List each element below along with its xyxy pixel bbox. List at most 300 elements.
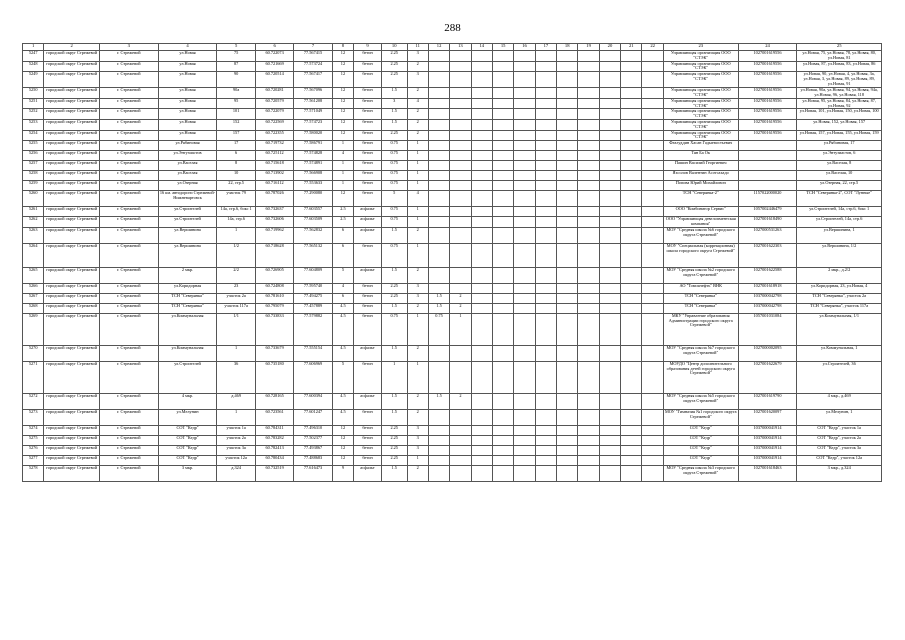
table-cell [557, 243, 578, 267]
table-cell: 12 [332, 98, 353, 109]
table-cell: 16 км. автодороги Стрежевой-Нижневартовск [158, 191, 217, 207]
table-cell [492, 465, 513, 481]
table-cell [535, 161, 556, 171]
table-cell: участок 12а [217, 455, 255, 465]
table-cell [578, 283, 599, 293]
table-cell [535, 303, 556, 313]
column-number-cell: 9 [354, 44, 382, 51]
table-cell: 2 [407, 465, 428, 481]
table-cell [514, 171, 535, 181]
table-row [23, 455, 882, 465]
table-cell: 60.721669 [255, 61, 293, 72]
table-cell: 5275 [23, 435, 44, 445]
table-cell: 1027001619556 [738, 109, 797, 120]
table-cell [492, 98, 513, 109]
table-cell: 77.580020 [294, 130, 332, 141]
table-cell: 2.25 [381, 445, 407, 455]
table-cell: 5252 [23, 109, 44, 120]
table-cell: МОУ "Средняя школа №7 городского округа Стрежевой" [663, 345, 738, 361]
table-row [23, 191, 882, 207]
table-cell: 5266 [23, 283, 44, 293]
table-cell: асфальт [354, 217, 382, 228]
table-cell [599, 465, 620, 481]
table-cell: 1027001619556 [738, 98, 797, 109]
table-cell: 2 [407, 267, 428, 283]
table-cell: д.324 [217, 465, 255, 481]
table-cell [471, 141, 492, 151]
column-number-cell: 7 [294, 44, 332, 51]
table-cell [642, 283, 663, 293]
table-row [23, 409, 882, 425]
table-cell: 5 [332, 267, 353, 283]
table-cell: асфальт [354, 465, 382, 481]
table-cell [471, 98, 492, 109]
table-cell [578, 51, 599, 62]
table-cell: бетон [354, 313, 382, 345]
table-cell [642, 465, 663, 481]
table-cell: бетон [354, 409, 382, 425]
table-cell [428, 119, 449, 130]
table-cell: ул.Коридорная [158, 283, 217, 293]
table-cell: 1027001622588 [738, 267, 797, 283]
table-cell [535, 207, 556, 217]
table-cell [514, 181, 535, 191]
table-cell [599, 72, 620, 88]
table-cell: СОТ "Кедр", участок 2а [797, 435, 882, 445]
table-cell [621, 151, 642, 161]
table-cell [621, 109, 642, 120]
table-cell: 1 [407, 217, 428, 228]
table-cell: 4.5 [332, 393, 353, 409]
table-cell [471, 130, 492, 141]
table-cell: бетон [354, 445, 382, 455]
table-cell [428, 161, 449, 171]
table-cell: 60.783282 [255, 435, 293, 445]
table-cell: ул.Новая, 87, ул.Новая, 83, ул.Новая, 86 [797, 61, 882, 72]
table-cell: 0.75 [381, 151, 407, 161]
table-cell: г. Стрежевой [99, 445, 158, 455]
table-cell: ул.Васелая [158, 171, 217, 181]
table-cell [514, 313, 535, 345]
table-cell [428, 88, 449, 99]
table-cell: 75 [217, 51, 255, 62]
table-cell: 1.5 [381, 393, 407, 409]
table-cell [642, 171, 663, 181]
column-number-cell: 21 [621, 44, 642, 51]
table-cell [578, 119, 599, 130]
table-cell [492, 72, 513, 88]
table-cell: 4 [407, 98, 428, 109]
table-cell: 1027001619556 [738, 61, 797, 72]
table-cell: 3 [407, 51, 428, 62]
table-cell [450, 227, 471, 243]
table-cell: 2 [407, 303, 428, 313]
table-cell [642, 393, 663, 409]
table-cell [492, 119, 513, 130]
table-cell: 1027001618490 [738, 217, 797, 228]
table-cell: городской округ Стрежевой [44, 345, 100, 361]
table-cell: 1157022000020 [738, 191, 797, 207]
table-cell [492, 283, 513, 293]
table-cell: СОТ "Кедр" [158, 445, 217, 455]
table-cell [599, 217, 620, 228]
table-cell: 0.75 [381, 207, 407, 217]
table-cell: бетон [354, 130, 382, 141]
table-cell [428, 435, 449, 445]
table-cell: 1.5 [381, 409, 407, 425]
table-cell: ул.Мелунин, 1 [797, 409, 882, 425]
table-cell [535, 72, 556, 88]
table-cell [578, 293, 599, 303]
table-cell [621, 345, 642, 361]
table-row [23, 243, 882, 267]
table-cell [578, 191, 599, 207]
table-cell: асфальт [354, 227, 382, 243]
table-cell [492, 130, 513, 141]
table-cell [642, 191, 663, 207]
table-cell [428, 445, 449, 455]
table-cell: 2 [407, 119, 428, 130]
table-cell: МОУ "Специальная (коррекционная) школа городского округа Стрежевой" [663, 243, 738, 267]
table-cell [471, 313, 492, 345]
table-cell: 2.25 [381, 61, 407, 72]
table-cell: 5251 [23, 98, 44, 109]
table-cell: 12 [332, 119, 353, 130]
table-cell: Управляющая организация ООО "СТЭК" [663, 98, 738, 109]
table-cell: городской округ Стрежевой [44, 435, 100, 445]
table-cell [450, 267, 471, 283]
table-cell: ул.Новая [158, 119, 217, 130]
table-cell: 5271 [23, 361, 44, 393]
table-cell: 5274 [23, 425, 44, 435]
table-cell [599, 313, 620, 345]
table-cell: 2 [450, 293, 471, 303]
table-cell: г. Стрежевой [99, 313, 158, 345]
table-cell: асфальт [354, 393, 382, 409]
table-cell: 1037000041914 [738, 455, 797, 465]
table-cell: 1 [407, 171, 428, 181]
table-row [23, 435, 882, 445]
table-cell: 4.5 [332, 303, 353, 313]
table-cell [642, 161, 663, 171]
table-cell [471, 267, 492, 283]
table-cell: 1.5 [381, 267, 407, 283]
table-cell [535, 465, 556, 481]
table-cell: 2.25 [381, 51, 407, 62]
table-cell: ул.Строителей [158, 361, 217, 393]
table-cell: 6 [332, 293, 353, 303]
table-cell: 2 [407, 227, 428, 243]
table-cell: 2.25 [381, 435, 407, 445]
table-cell: 5250 [23, 88, 44, 99]
table-cell: СОТ "Кедр", участок 12а [797, 455, 882, 465]
table-cell: городской округ Стрежевой [44, 445, 100, 455]
table-cell [557, 109, 578, 120]
table-cell [621, 161, 642, 171]
table-cell [621, 130, 642, 141]
table-cell [428, 181, 449, 191]
table-cell [621, 51, 642, 62]
table-cell: бетон [354, 141, 382, 151]
table-cell: 87 [217, 61, 255, 72]
table-cell [514, 72, 535, 88]
table-cell: ООО "Управляющая девелопментская компания" [663, 217, 738, 228]
table-cell [450, 283, 471, 293]
table-cell [471, 283, 492, 293]
table-cell: городской округ Стрежевой [44, 181, 100, 191]
table-cell: 1027001619790 [738, 393, 797, 409]
table-cell [599, 293, 620, 303]
table-cell: 60.735180 [255, 361, 293, 393]
table-cell: 60.733833 [255, 313, 293, 345]
table-cell [642, 72, 663, 88]
table-cell [642, 227, 663, 243]
table-cell: 12 [332, 72, 353, 88]
table-cell [450, 345, 471, 361]
table-cell: ул.Вершинина, 1 [797, 227, 882, 243]
table-cell [621, 293, 642, 303]
table-cell [557, 313, 578, 345]
table-cell [450, 191, 471, 207]
table-cell [578, 181, 599, 191]
table-cell [535, 217, 556, 228]
table-cell: 1 [407, 361, 428, 393]
column-number-cell: 2 [44, 44, 100, 51]
table-cell: 1 [450, 313, 471, 345]
table-cell: бетон [354, 303, 382, 313]
table-cell [599, 283, 620, 293]
table-cell [578, 303, 599, 313]
table-cell [514, 119, 535, 130]
table-cell: Управляющая организация ООО "СТЭК" [663, 119, 738, 130]
table-cell: г. Стрежевой [99, 72, 158, 88]
table-cell: 1/1 [217, 313, 255, 345]
table-cell: 5264 [23, 243, 44, 267]
table-cell: ул.Новая, 157, ул.Новая, 155, ул.Новая, 159 [797, 130, 882, 141]
table-cell: г. Стрежевой [99, 283, 158, 293]
table-cell [621, 267, 642, 283]
table-cell [450, 88, 471, 99]
table-cell [578, 61, 599, 72]
table-cell [535, 425, 556, 435]
table-cell [599, 88, 620, 99]
table-cell [492, 207, 513, 217]
table-cell: 0.75 [381, 161, 407, 171]
table-cell [450, 361, 471, 393]
table-cell [557, 119, 578, 130]
table-cell [492, 267, 513, 283]
table-cell: городской округ Стрежевой [44, 409, 100, 425]
table-row [23, 393, 882, 409]
table-cell: 60.724808 [255, 283, 293, 293]
table-cell: Управляющая организация ООО "СТЭК" [663, 88, 738, 99]
table-cell [738, 171, 797, 181]
table-cell: 1 [407, 455, 428, 465]
table-cell [450, 98, 471, 109]
table-cell: 0.75 [381, 243, 407, 267]
table-cell: 5265 [23, 267, 44, 283]
table-cell: 5249 [23, 72, 44, 88]
table-cell: СОТ "Кедр" [663, 425, 738, 435]
table-cell [471, 303, 492, 313]
table-cell [471, 227, 492, 243]
table-cell: 12 [332, 425, 353, 435]
table-cell [599, 303, 620, 313]
table-cell: ул.Новая [158, 88, 217, 99]
table-cell [578, 445, 599, 455]
table-cell [471, 119, 492, 130]
table-cell [535, 267, 556, 283]
table-cell [471, 88, 492, 99]
table-cell: городской округ Стрежевой [44, 465, 100, 481]
column-number-cell: 13 [450, 44, 471, 51]
table-cell [557, 88, 578, 99]
table-cell [471, 72, 492, 88]
table-cell: участок 117а [217, 303, 255, 313]
table-cell: 0.75 [428, 313, 449, 345]
table-cell: ТСН "Северянка-2" [663, 191, 738, 207]
table-cell [599, 141, 620, 151]
table-cell: ТСН "Северянка" [158, 303, 217, 313]
table-cell: 152 [217, 119, 255, 130]
table-cell [557, 171, 578, 181]
table-cell: СОТ "Кедр" [158, 455, 217, 465]
table-cell: 60.732606 [255, 217, 293, 228]
column-number-cell: 16 [514, 44, 535, 51]
table-cell: ул.Вершинина, 1/2 [797, 243, 882, 267]
table-cell: ул.Новая [158, 130, 217, 141]
table-cell: г. Стрежевой [99, 61, 158, 72]
table-cell: 77.616473 [294, 465, 332, 481]
table-cell: г. Стрежевой [99, 191, 158, 207]
table-cell [578, 130, 599, 141]
table-cell [599, 267, 620, 283]
table-cell [535, 435, 556, 445]
table-cell: 4 [332, 283, 353, 293]
table-row [23, 267, 882, 283]
column-number-cell: 6 [255, 44, 293, 51]
table-cell: участок 1а [217, 425, 255, 435]
table-cell [514, 465, 535, 481]
table-cell: 77.595740 [294, 283, 332, 293]
column-number-cell: 12 [428, 44, 449, 51]
table-cell: 3 [381, 98, 407, 109]
table-row [23, 61, 882, 72]
table-cell [535, 445, 556, 455]
table-cell [557, 72, 578, 88]
table-cell [514, 455, 535, 465]
table-cell: городской округ Стрежевой [44, 425, 100, 435]
table-row [23, 161, 882, 171]
table-cell [471, 161, 492, 171]
table-cell: 1027001618918 [738, 283, 797, 293]
table-cell: 77.574891 [294, 161, 332, 171]
table-cell: 1.5 [381, 227, 407, 243]
table-cell [738, 181, 797, 191]
table-cell: 1.5 [428, 303, 449, 313]
table-cell: 1 [332, 171, 353, 181]
table-cell: ул.Озерная, 22, стр.5 [797, 181, 882, 191]
table-row [23, 313, 882, 345]
table-cell: 2 мкр. [158, 267, 217, 283]
table-cell: 2.5 [332, 207, 353, 217]
table-cell [621, 98, 642, 109]
table-cell [557, 130, 578, 141]
table-cell: 1/2 [217, 243, 255, 267]
table-cell [428, 425, 449, 435]
table-cell: городской округ Стрежевой [44, 130, 100, 141]
table-cell: 2.25 [381, 455, 407, 465]
table-cell [471, 61, 492, 72]
table-cell [642, 361, 663, 393]
table-cell: 77.496310 [294, 425, 332, 435]
table-cell: 90а [217, 88, 255, 99]
table-cell: СОТ "Кедр", участок 1а [797, 425, 882, 435]
table-cell: СОТ "Кедр" [663, 455, 738, 465]
table-cell: бетон [354, 243, 382, 267]
table-cell: 0.75 [381, 141, 407, 151]
table-cell: 2.5 [332, 217, 353, 228]
table-cell: 5267 [23, 293, 44, 303]
table-cell [428, 207, 449, 217]
table-row [23, 98, 882, 109]
table-cell: 1057002446479 [738, 207, 797, 217]
table-cell: СОТ "Кедр" [158, 425, 217, 435]
table-cell: городской округ Стрежевой [44, 293, 100, 303]
table-cell: ул.Новая, 101, ул.Новая, 150, ул.Новая, 100 [797, 109, 882, 120]
table-cell: 1.5 [381, 109, 407, 120]
table-cell: 77.567415 [294, 51, 332, 62]
table-cell: МОУ "Средняя школа №6 городского округа Стрежевой" [663, 227, 738, 243]
table-cell [428, 61, 449, 72]
table-cell [599, 181, 620, 191]
table-row [23, 72, 882, 88]
table-cell [599, 207, 620, 217]
table-cell: 2.25 [381, 130, 407, 141]
table-cell: г. Стрежевой [99, 393, 158, 409]
table-cell: 1027001620097 [738, 409, 797, 425]
table-cell [578, 217, 599, 228]
table-cell: ООО "Комбинатор Сервис" [663, 207, 738, 217]
page-number: 288 [444, 22, 461, 34]
table-cell: 5256 [23, 151, 44, 161]
table-cell [471, 293, 492, 303]
table-cell [471, 465, 492, 481]
table-cell: 2.25 [381, 425, 407, 435]
table-cell [642, 293, 663, 303]
table-cell [492, 61, 513, 72]
table-cell [599, 361, 620, 393]
table-row [23, 88, 882, 99]
table-cell: 1 [332, 181, 353, 191]
table-cell [621, 361, 642, 393]
table-cell: бетон [354, 181, 382, 191]
table-row [23, 171, 882, 181]
table-cell: бетон [354, 72, 382, 88]
table-cell: 60.795079 [255, 303, 293, 313]
table-cell [492, 151, 513, 161]
table-cell: г. Стрежевой [99, 293, 158, 303]
table-cell [492, 217, 513, 228]
table-cell: 60.782413 [255, 445, 293, 455]
table-cell: Пашин Василий Георгиевич [663, 161, 738, 171]
table-cell [428, 361, 449, 393]
table-cell [621, 227, 642, 243]
table-cell: ТСН "Северянка", участок 2а [797, 293, 882, 303]
table-cell [471, 409, 492, 425]
table-cell: 60.723561 [255, 409, 293, 425]
table-row [23, 181, 882, 191]
